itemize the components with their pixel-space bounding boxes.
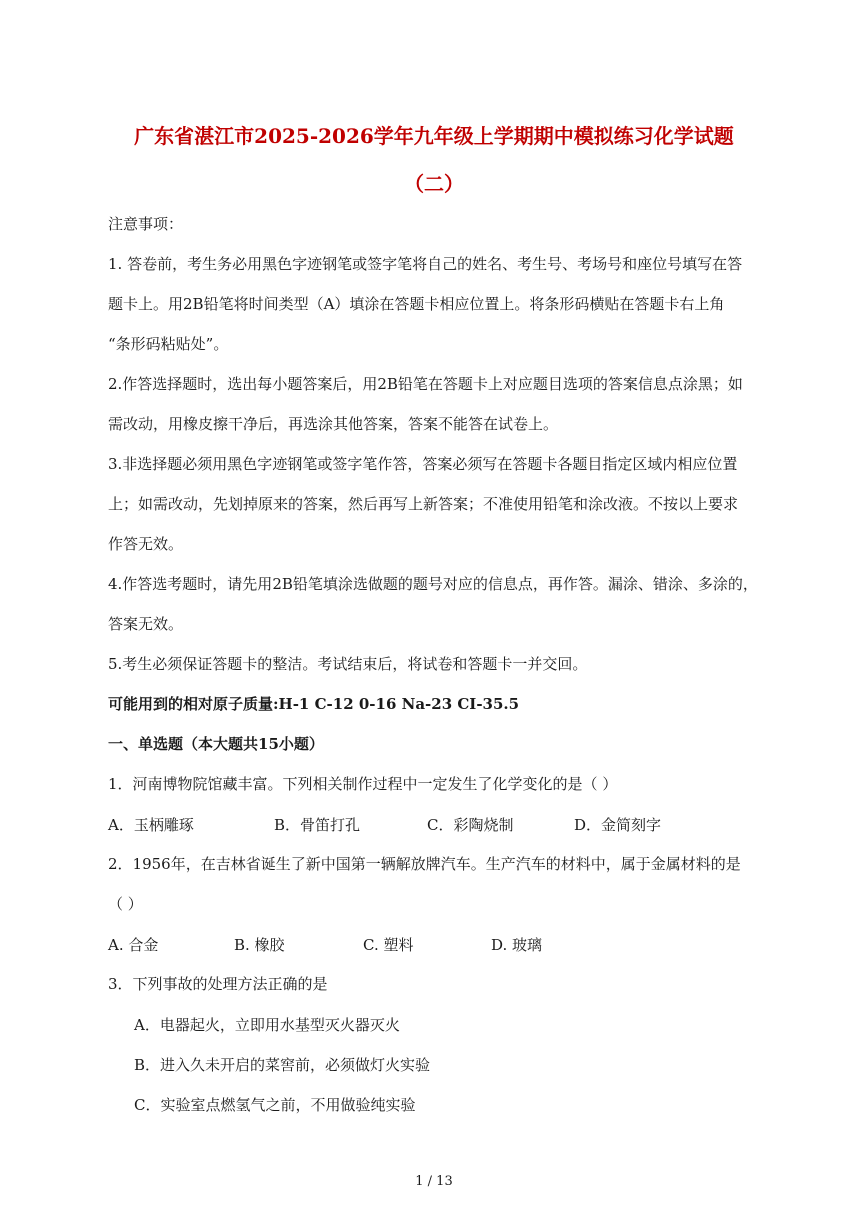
question-3-option-a: A．电器起火，立即用水基型灭火器灭火	[134, 1016, 400, 1034]
question-2-stem-bracket: （ ）	[108, 895, 143, 913]
question-1-option-a: A．玉柄雕琢	[108, 816, 194, 834]
document-title: 广东省湛江市2025-2026学年九年级上学期期中模拟练习化学试题	[134, 124, 734, 148]
question-2-option-b: B. 橡胶	[234, 936, 285, 954]
notice-line: 5.考生必须保证答题卡的整洁。考试结束后，将试卷和答题卡一并交回。	[108, 655, 588, 673]
notice-line: 题卡上。用2B铅笔将时间类型（A）填涂在答题卡相应位置上。将条形码横贴在答题卡右上角	[108, 295, 725, 313]
question-3-option-c: C．实验室点燃氢气之前，不用做验纯实验	[134, 1096, 416, 1114]
question-2-option-d: D. 玻璃	[491, 936, 543, 954]
notice-heading: 注意事项：	[108, 215, 184, 233]
question-1-option-d: D．金简刻字	[574, 816, 662, 834]
section-heading: 一、单选题（本大题共15小题）	[108, 735, 324, 753]
question-3-stem: 3．下列事故的处理方法正确的是	[108, 975, 328, 993]
notice-line: 3.非选择题必须用黑色字迹钢笔或签字笔作答，答案必须写在答题卡各题目指定区域内相应位置	[108, 455, 738, 473]
notice-line: 上；如需改动，先划掉原来的答案，然后再写上新答案；不准使用铅笔和涂改液。不按以上要求	[108, 495, 739, 513]
document-subtitle: （二）	[404, 172, 464, 196]
atomic-mass-line: 可能用到的相对原子质量:H-1 C-12 0-16 Na-23 CI-35.5	[108, 695, 520, 713]
question-2-stem: 2．1956年，在吉林省诞生了新中国第一辆解放牌汽车。生产汽车的材料中，属于金属材料的是	[108, 855, 741, 873]
notice-line: 答案无效。	[108, 615, 184, 633]
page-number: 1 / 13	[415, 1174, 453, 1189]
notice-line: 作答无效。	[108, 535, 184, 553]
notice-line: 1. 答卷前，考生务必用黑色字迹钢笔或签字笔将自己的姓名、考生号、考场号和座位号填写在答	[108, 255, 743, 273]
notice-line: 4.作答选考题时，请先用2B铅笔填涂选做题的题号对应的信息点，再作答。漏涂、错涂、多涂的，	[108, 575, 758, 593]
notice-line: 需改动，用橡皮擦干净后，再选涂其他答案，答案不能答在试卷上。	[108, 415, 559, 433]
question-1-stem: 1．河南博物院馆藏丰富。下列相关制作过程中一定发生了化学变化的是（ ）	[108, 775, 618, 793]
question-2-option-c: C. 塑料	[363, 936, 414, 954]
question-1-option-b: B．骨笛打孔	[274, 816, 361, 834]
question-3-option-b: B．进入久未开启的菜窖前，必须做灯火实验	[134, 1056, 431, 1074]
notice-line: 2.作答选择题时，选出每小题答案后，用2B铅笔在答题卡上对应题目选项的答案信息点涂黑；如	[108, 375, 743, 393]
notice-line: “条形码粘贴处”。	[108, 335, 229, 353]
question-2-option-a: A. 合金	[108, 936, 159, 954]
question-1-option-c: C．彩陶烧制	[427, 816, 514, 834]
